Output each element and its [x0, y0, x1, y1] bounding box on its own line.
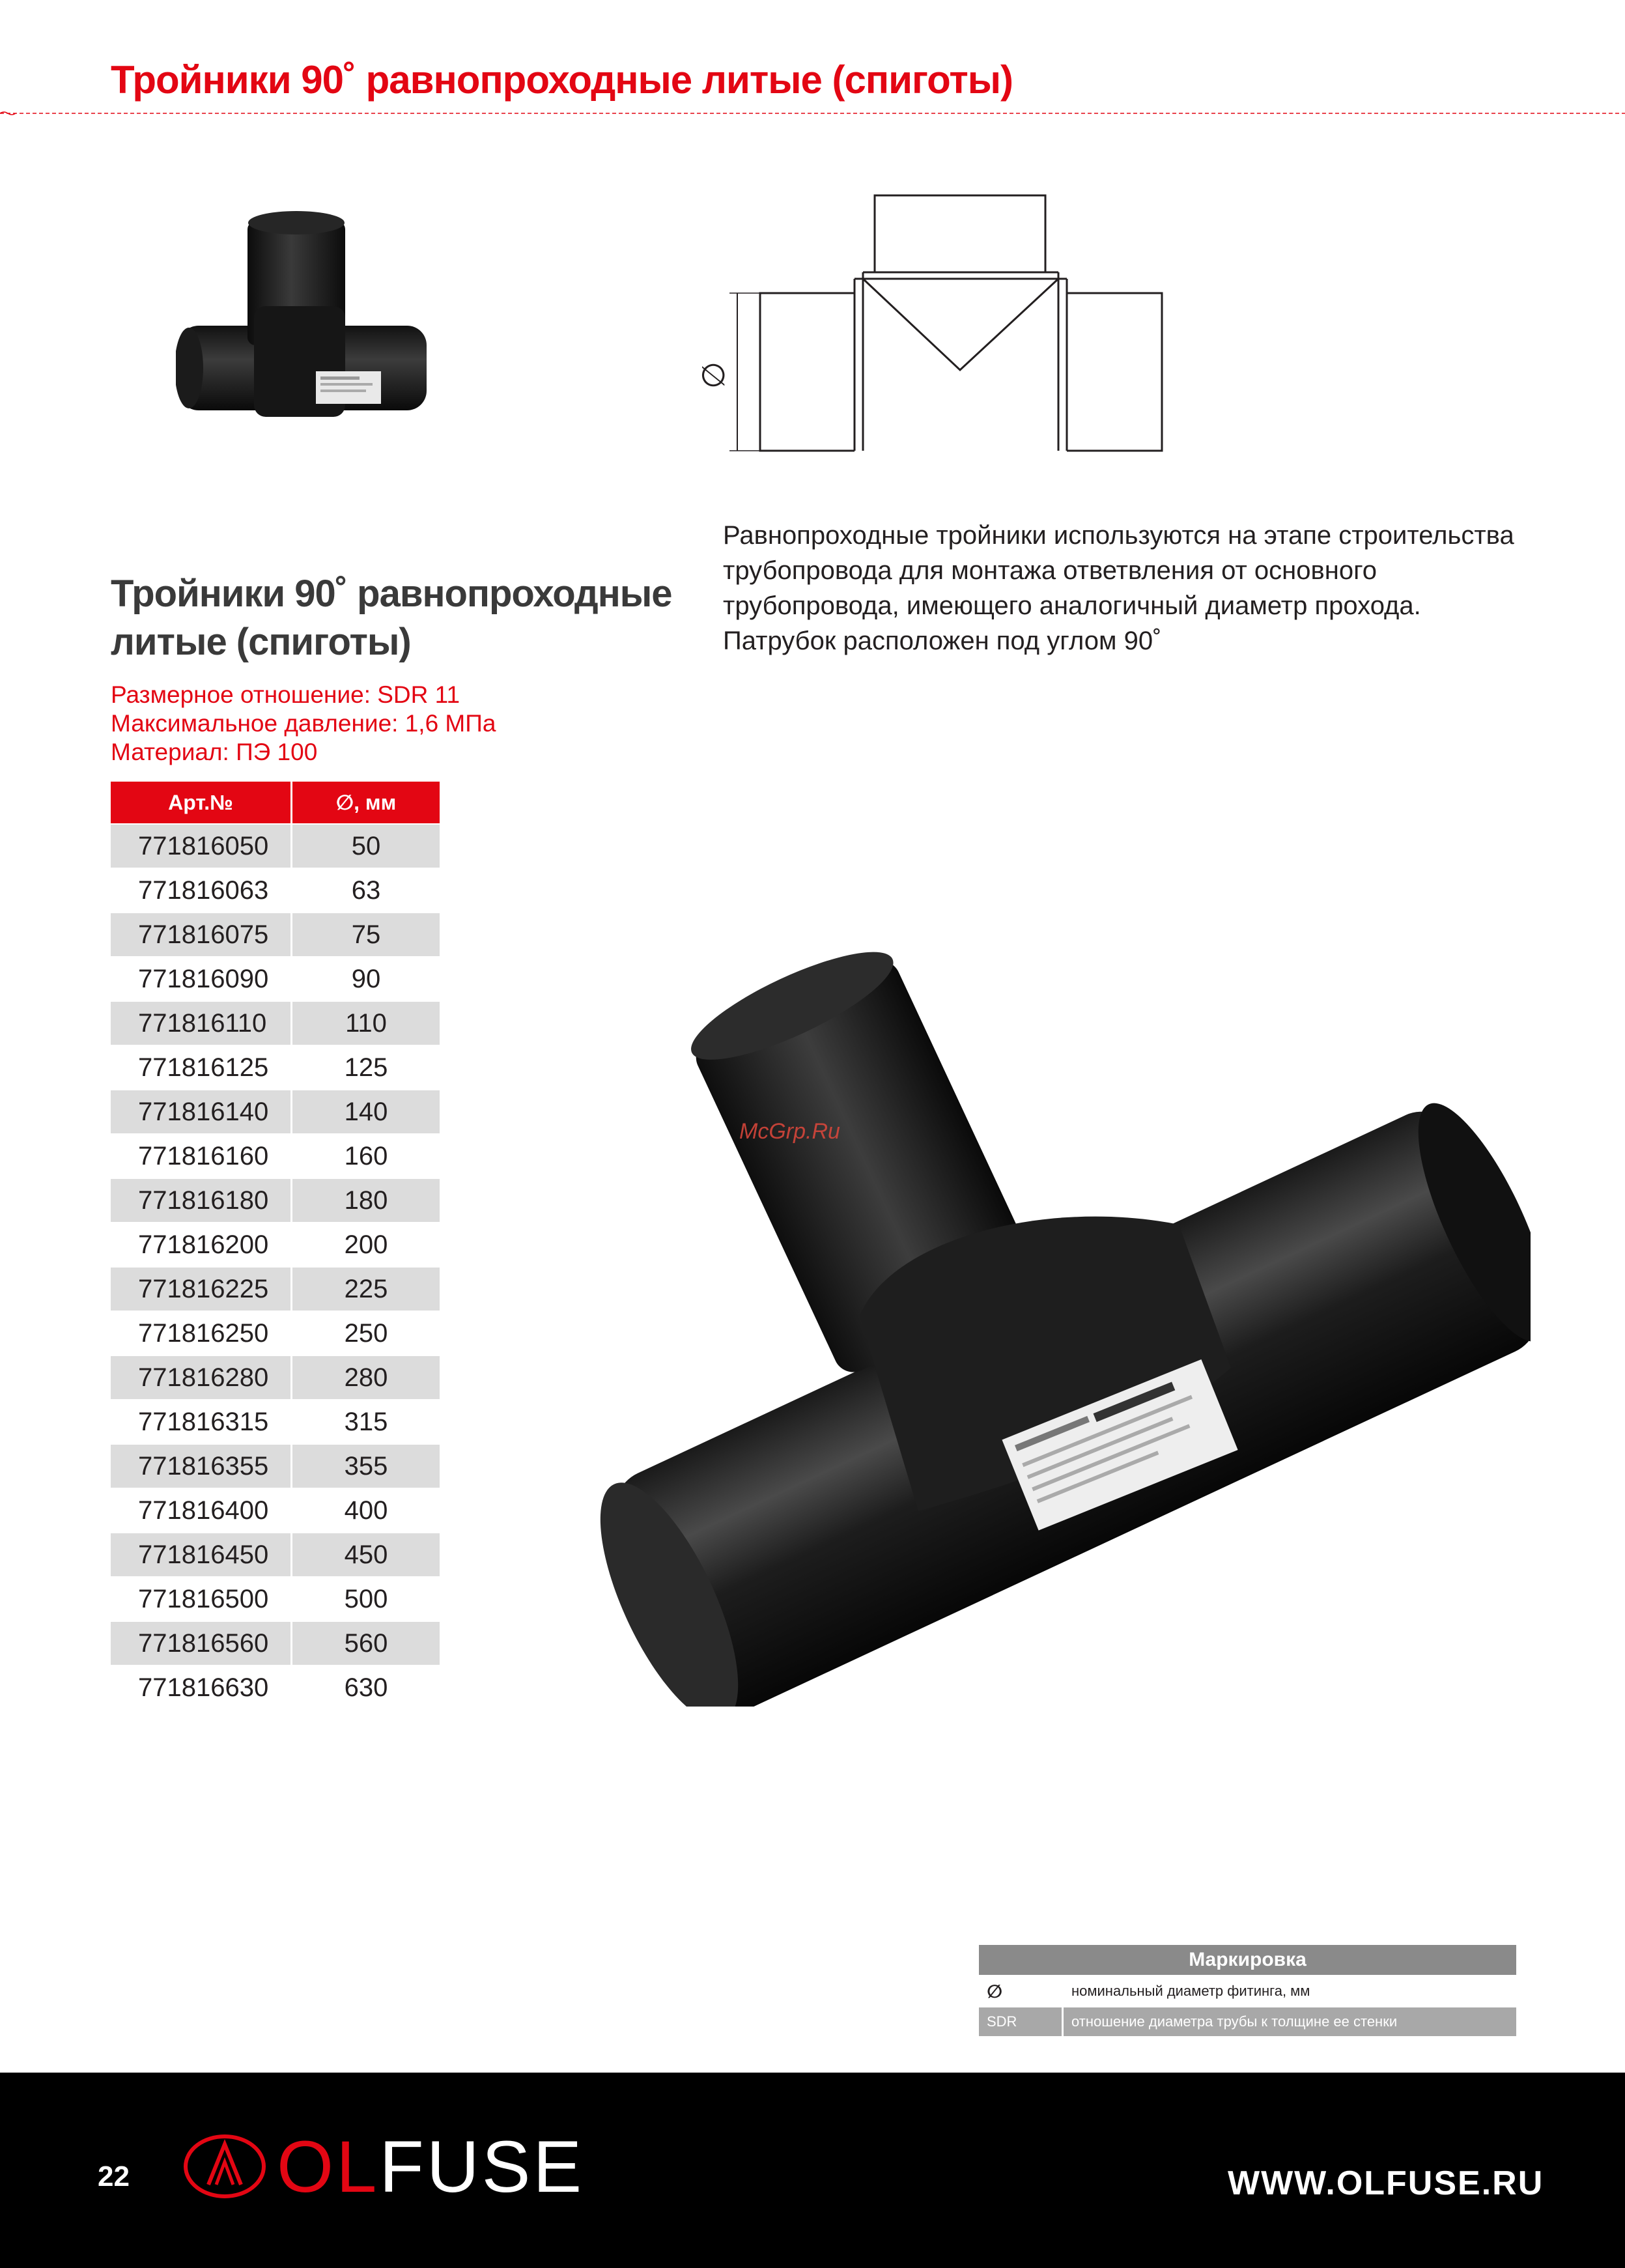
table-row	[111, 1443, 440, 1488]
table-header-row	[111, 782, 440, 823]
table-row	[111, 1178, 440, 1222]
spec-material: Материал: ПЭ 100	[111, 739, 318, 765]
diameter-cell: 125	[292, 1045, 440, 1089]
diameter-cell: 500	[292, 1576, 440, 1621]
description-line: трубопровода, имеющего аналогичный диаметр прохода.	[723, 591, 1421, 620]
logo-ol: OL	[277, 2126, 380, 2207]
column-header-diameter: ∅, мм	[292, 782, 440, 823]
diameter-cell: 355	[292, 1443, 440, 1488]
diameter-cell: 250	[292, 1311, 440, 1355]
article-number-cell: 771816225	[111, 1266, 292, 1311]
article-number-cell: 771816315	[111, 1399, 292, 1443]
spec-pressure: Максимальное давление: 1,6 МПа	[111, 710, 496, 737]
article-number-cell: 771816200	[111, 1222, 292, 1266]
table-row	[111, 1399, 440, 1443]
table-row	[111, 1488, 440, 1532]
legend-text: отношение диаметра трубы к толщине ее стенки	[1063, 2007, 1517, 2037]
table-row	[111, 956, 440, 1000]
table-row	[111, 1532, 440, 1576]
diameter-cell: 450	[292, 1532, 440, 1576]
column-header-article: Арт.№	[111, 782, 292, 823]
logo-fuse: FUSE	[379, 2126, 585, 2207]
legend-title: Маркировка	[979, 1945, 1516, 1976]
article-number-cell: 771816280	[111, 1355, 292, 1399]
diameter-cell: 400	[292, 1488, 440, 1532]
article-number-cell: 771816063	[111, 868, 292, 912]
table-row	[111, 1621, 440, 1665]
article-number-cell: 771816125	[111, 1045, 292, 1089]
legend-row	[979, 2007, 1516, 2037]
diameter-cell: 110	[292, 1000, 440, 1045]
article-number-cell: 771816140	[111, 1089, 292, 1133]
table-row	[111, 823, 440, 868]
diameter-cell: 63	[292, 868, 440, 912]
product-photo-large	[554, 951, 1531, 1707]
diameter-cell: 630	[292, 1665, 440, 1709]
product-photo-small	[176, 208, 430, 430]
diameter-cell: 180	[292, 1178, 440, 1222]
legend-text: номинальный диаметр фитинга, мм	[1063, 1976, 1517, 2007]
diameter-label: ∅	[696, 361, 731, 389]
article-number-cell: 771816355	[111, 1443, 292, 1488]
website-link[interactable]: WWW.OLFUSE.RU	[1228, 2164, 1544, 2202]
article-number-cell: 771816560	[111, 1621, 292, 1665]
table-row	[111, 868, 440, 912]
table-row	[111, 1576, 440, 1621]
table-row	[111, 1665, 440, 1709]
legend-symbol: SDR	[979, 2007, 1063, 2037]
page-title: Тройники 90˚ равнопроходные литые (спиготы)	[111, 58, 1013, 102]
legend-symbol: ∅	[979, 1976, 1063, 2007]
description-line: Патрубок расположен под углом 90˚	[723, 627, 1162, 655]
table-row	[111, 1266, 440, 1311]
product-table	[111, 782, 440, 1709]
article-number-cell: 771816050	[111, 823, 292, 868]
article-number-cell: 771816250	[111, 1311, 292, 1355]
article-number-cell: 771816400	[111, 1488, 292, 1532]
table-row	[111, 1000, 440, 1045]
article-number-cell: 771816090	[111, 956, 292, 1000]
article-number-cell: 771816110	[111, 1000, 292, 1045]
table-row	[111, 1311, 440, 1355]
description-line: Равнопроходные тройники используются на этапе строительства	[723, 521, 1514, 550]
page-number: 22	[98, 2161, 130, 2192]
article-number-cell: 771816450	[111, 1532, 292, 1576]
diameter-cell: 140	[292, 1089, 440, 1133]
diameter-cell: 50	[292, 823, 440, 868]
article-number-cell: 771816160	[111, 1133, 292, 1178]
article-number-cell: 771816630	[111, 1665, 292, 1709]
spec-list	[111, 681, 632, 767]
diameter-cell: 560	[292, 1621, 440, 1665]
legend-row	[979, 1976, 1516, 2007]
olfuse-logo-text	[277, 2126, 585, 2224]
table-row	[111, 1355, 440, 1399]
diameter-cell: 225	[292, 1266, 440, 1311]
table-row	[111, 1222, 440, 1266]
diameter-cell: 160	[292, 1133, 440, 1178]
title-divider	[0, 111, 1625, 116]
article-number-cell: 771816075	[111, 912, 292, 956]
table-row	[111, 912, 440, 956]
section-title	[111, 570, 697, 666]
diameter-cell: 90	[292, 956, 440, 1000]
diameter-cell: 200	[292, 1222, 440, 1266]
marking-legend	[979, 1945, 1516, 2036]
table-row	[111, 1089, 440, 1133]
footer	[0, 2073, 1625, 2268]
technical-drawing	[690, 186, 1172, 472]
olfuse-logo-icon	[182, 2133, 267, 2200]
article-number-cell: 771816500	[111, 1576, 292, 1621]
article-number-cell: 771816180	[111, 1178, 292, 1222]
diameter-cell: 315	[292, 1399, 440, 1443]
section-title-line: Тройники 90˚ равнопроходные	[111, 573, 672, 615]
watermark: McGrp.Ru	[739, 1119, 840, 1144]
table-row	[111, 1133, 440, 1178]
section-title-line: литые (спиготы)	[111, 621, 411, 663]
diameter-cell: 75	[292, 912, 440, 956]
product-description	[723, 518, 1518, 659]
table-row	[111, 1045, 440, 1089]
diameter-cell: 280	[292, 1355, 440, 1399]
description-line: трубопровода для монтажа ответвления от основного	[723, 556, 1378, 585]
spec-sdr: Размерное отношение: SDR 11	[111, 681, 460, 708]
